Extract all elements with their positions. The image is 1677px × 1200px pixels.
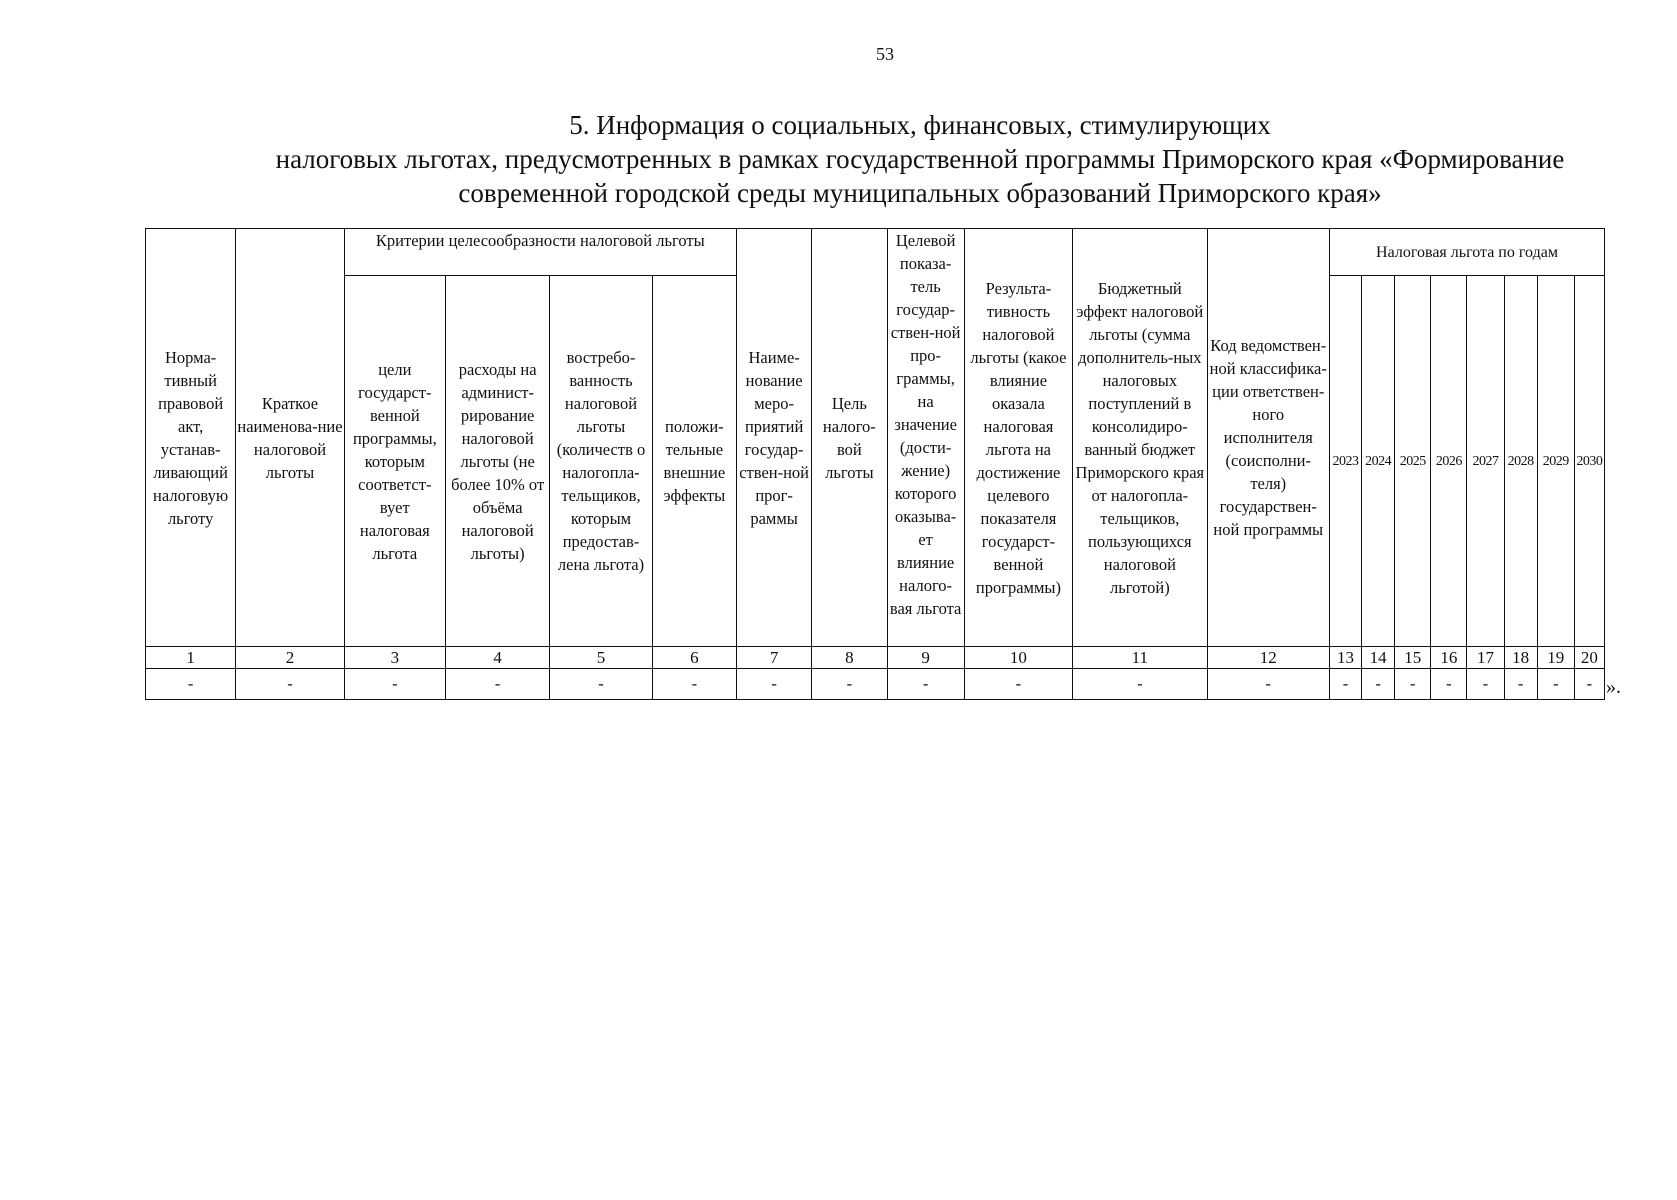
table-cell: - — [146, 669, 236, 700]
table-cell: - — [344, 669, 445, 700]
column-number: 10 — [964, 647, 1072, 669]
header-year-2026: 2026 — [1431, 276, 1467, 647]
table-cell: - — [1395, 669, 1431, 700]
table-cell: - — [1537, 669, 1574, 700]
table-cell: - — [1207, 669, 1329, 700]
table-cell: - — [1431, 669, 1467, 700]
column-number: 5 — [550, 647, 652, 669]
header-year-2023: 2023 — [1329, 276, 1361, 647]
column-number: 3 — [344, 647, 445, 669]
column-number: 11 — [1073, 647, 1207, 669]
table-cell: - — [1504, 669, 1537, 700]
header-demand: востребо-ванность налоговой льготы (количеств о налогопла-тельщиков, которым предостав-лена льгота) — [550, 276, 652, 647]
column-number: 13 — [1329, 647, 1361, 669]
header-effectiveness: Результа-тивность налоговой льготы (какое влияние оказала налоговая льгота на достижение целевого показателя государст-венной программы) — [964, 229, 1072, 647]
heading-line-2: налоговых льготах, предусмотренных в рамках государственной программы Приморского края «Формирование — [275, 144, 1565, 174]
column-number: 15 — [1395, 647, 1431, 669]
column-number: 18 — [1504, 647, 1537, 669]
header-program-goals: цели государст-венной программы, которым соответст-вует налоговая льгота — [344, 276, 445, 647]
column-number: 8 — [812, 647, 887, 669]
header-measures: Наиме-нование меро-приятий государ-ствен-ной прог-раммы — [737, 229, 812, 647]
tax-benefit-table — [145, 228, 1605, 700]
closing-quote-mark: ». — [1606, 676, 1621, 698]
header-admin-costs: расходы на админист-рирование налоговой льготы (не более 10% от объёма налоговой льготы) — [445, 276, 549, 647]
column-number: 17 — [1467, 647, 1504, 669]
column-number: 6 — [652, 647, 736, 669]
header-year-2029: 2029 — [1537, 276, 1574, 647]
heading-line-3: современной городской среды муниципальных образований Приморского края» — [458, 178, 1382, 208]
table-cell: - — [964, 669, 1072, 700]
header-normative-act: Норма-тивный правовой акт, устанав-ливающий налоговую льготу — [146, 229, 236, 647]
table-row — [146, 669, 1605, 700]
section-heading — [170, 108, 1670, 210]
table-cell: - — [445, 669, 549, 700]
table-cell: - — [550, 669, 652, 700]
table-cell: - — [652, 669, 736, 700]
column-number: 4 — [445, 647, 549, 669]
table-cell: - — [737, 669, 812, 700]
table-cell: - — [1467, 669, 1504, 700]
header-year-2030: 2030 — [1574, 276, 1604, 647]
header-criteria-group: Критерии целесообразности налоговой льготы — [344, 229, 736, 276]
header-years-group: Налоговая льгота по годам — [1329, 229, 1604, 276]
table-cell: - — [1574, 669, 1604, 700]
header-short-name: Краткое наименова-ние налоговой льготы — [236, 229, 344, 647]
header-target-indicator: Целевой показа-тель государ-ствен-ной про-граммы, на значение (дости-жение) которого оказыва-ет влияние налого-вая льгота — [887, 229, 964, 647]
column-number: 9 — [887, 647, 964, 669]
column-number: 2 — [236, 647, 344, 669]
column-number: 7 — [737, 647, 812, 669]
column-number-row — [146, 647, 1605, 669]
heading-line-1: 5. Информация о социальных, финансовых, стимулирующих — [569, 110, 1271, 140]
header-external-effects: положи-тельные внешние эффекты — [652, 276, 736, 647]
header-year-2024: 2024 — [1362, 276, 1395, 647]
header-department-code: Код ведомствен-ной классифика-ции ответствен-ного исполнителя (соисполни-теля) государствен-ной программы — [1207, 229, 1329, 647]
table-cell: - — [812, 669, 887, 700]
column-number: 20 — [1574, 647, 1604, 669]
header-year-2028: 2028 — [1504, 276, 1537, 647]
column-number: 14 — [1362, 647, 1395, 669]
header-budget-effect: Бюджетный эффект налоговой льготы (сумма дополнитель-ных налоговых поступлений в консолидиро-ванный бюджет Приморского края от налогопла-тельщиков, пользующихся налоговой льготой) — [1073, 229, 1207, 647]
header-year-2025: 2025 — [1395, 276, 1431, 647]
page-number: 53 — [876, 44, 894, 64]
header-benefit-goal: Цель налого-вой льготы — [812, 229, 887, 647]
column-number: 1 — [146, 647, 236, 669]
table-cell: - — [236, 669, 344, 700]
column-number: 19 — [1537, 647, 1574, 669]
table-cell: - — [1073, 669, 1207, 700]
column-number: 12 — [1207, 647, 1329, 669]
header-year-2027: 2027 — [1467, 276, 1504, 647]
column-number: 16 — [1431, 647, 1467, 669]
table-cell: - — [1362, 669, 1395, 700]
table-cell: - — [1329, 669, 1361, 700]
table-cell: - — [887, 669, 964, 700]
